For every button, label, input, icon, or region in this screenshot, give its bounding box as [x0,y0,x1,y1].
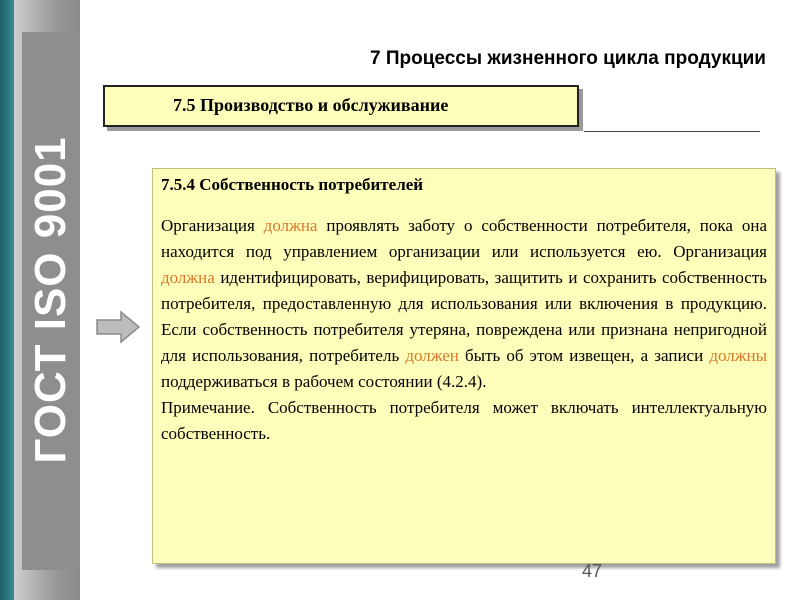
highlighted-word: должна [263,216,318,235]
highlighted-word: должны [709,346,767,365]
arrow-right-icon [95,310,141,344]
vertical-title: ГОСТ ISO 9001 [26,136,75,464]
page-title: 7 Процессы жизненного цикла продукции [370,48,766,69]
divider-line [584,131,760,132]
content-note: Примечание. Собственность потребителя может включать интеллектуальную собственность. [161,398,767,443]
body-text: быть об этом извещен, а записи [458,346,710,365]
body-text: проявлять заботу о собственности потребителя, пока она находится под управлением организации или используется ею. Организация [161,216,767,261]
section-box [103,85,579,127]
body-text: идентифицировать, верифицировать, защитить и сохранить собственность потребителя, предоставленную для использования или включения в продукцию. Если собственность потребителя утеряна, повреждена или признана непригодной для использования, потребитель [161,268,767,365]
content-heading: 7.5.4 Собственность потребителей [161,175,424,194]
highlighted-word: должна [161,268,215,287]
highlighted-word: должен [405,346,459,365]
content-body [161,213,767,395]
body-text: поддерживаться в рабочем состоянии (4.2.4). [161,372,487,391]
left-accent-bar [0,0,14,600]
section-label: 7.5 Производство и обслуживание [173,95,449,115]
content-box [152,168,776,564]
body-text: Организация [161,216,264,235]
page-number: 47 [582,561,603,581]
